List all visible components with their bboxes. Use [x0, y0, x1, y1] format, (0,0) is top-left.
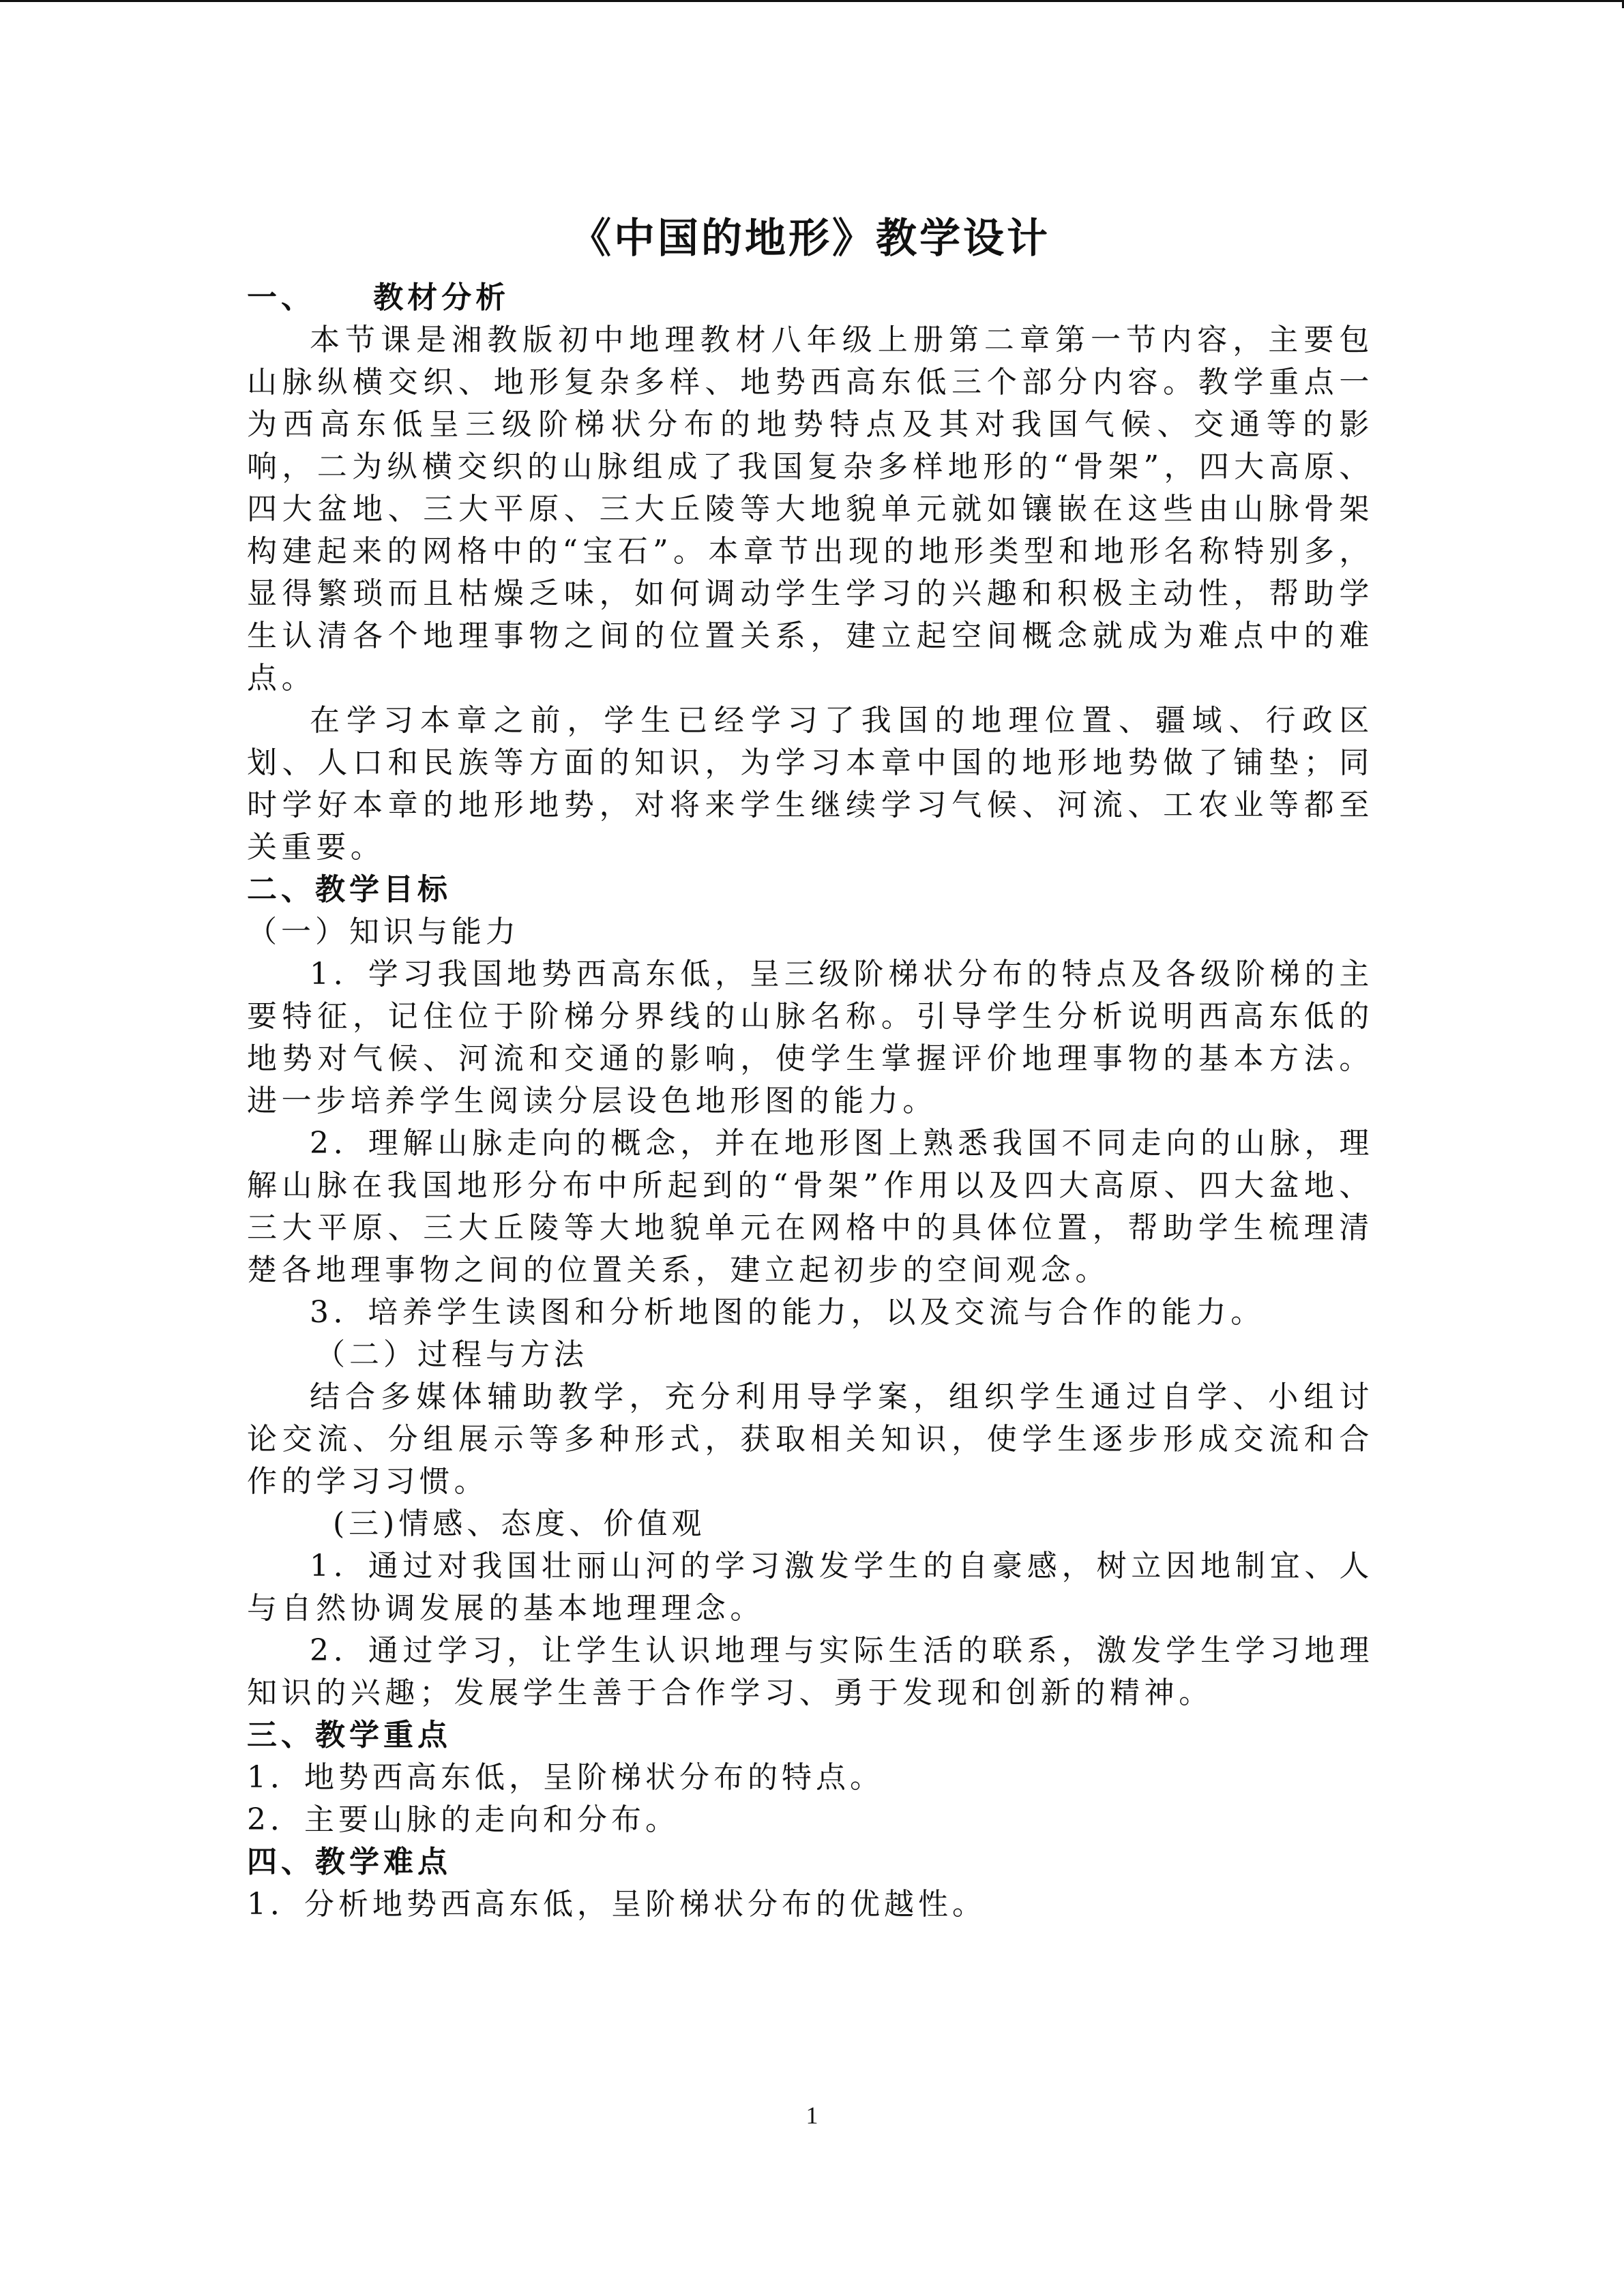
section-heading-teaching-goals: 二、教学目标 — [247, 872, 452, 907]
subheading-knowledge-ability: （一）知识与能力 — [247, 914, 520, 949]
page-top-border — [0, 0, 1624, 2]
paragraph-textbook-analysis-1: 本节课是湘教版初中地理教材八年级上册第二章第一节内容，主要包山脉纵横交织、地形复杂多样、地势西高东低三个部分内容。教学重点一为西高东低呈三级阶梯状分布的地势特点及其对我国气候、交通等的影响，二为纵横交织的山脉组成了我国复杂多样地形的“骨架”，四大高原、四大盆地、三大平原、三大丘陵等大地貌单元就如镶嵌在这些由山脉骨架构建起来的网格中的“宝石”。本章节出现的地形类型和地形名称特别多，显得繁琐而且枯燥乏味，如何调动学生学习的兴趣和积极主动性，帮助学生认清各个地理事物之间的位置关系，建立起空间概念就成为难点中的难点。 — [247, 323, 1374, 696]
key-point-2: 2．主要山脉的走向和分布。 — [247, 1802, 679, 1837]
paragraph-textbook-analysis-2: 在学习本章之前，学生已经学习了我国的地理位置、疆域、行政区划、人口和民族等方面的知识，为学习本章中国的地形地势做了铺垫；同时学好本章的地形地势，对将来学生继续学习气候、河流、工农业等都至关重要。 — [247, 703, 1374, 865]
paragraph-emotion-1: 1．通过对我国壮丽山河的学习激发学生的自豪感，树立因地制宜、人与自然协调发展的基本地理理念。 — [247, 1549, 1374, 1626]
paragraph-emotion-2: 2．通过学习，让学生认识地理与实际生活的联系，激发学生学习地理知识的兴趣；发展学生善于合作学习、勇于发现和创新的精神。 — [247, 1633, 1374, 1710]
key-point-1: 1．地势西高东低，呈阶梯状分布的特点。 — [247, 1760, 884, 1795]
section-heading-difficulties: 四、教学难点 — [247, 1845, 452, 1879]
section-heading-key-points: 三、教学重点 — [247, 1718, 452, 1753]
section-heading-textbook-analysis: 一、 教材分析 — [247, 280, 510, 315]
document-body — [247, 205, 1374, 1926]
paragraph-goal-1: 1．学习我国地势西高东低，呈三级阶梯状分布的特点及各级阶梯的主要特征，记住位于阶梯分界线的山脉名称。引导学生分析说明西高东低的地势对气候、河流和交通的影响，使学生掌握评价地理事物的基本方法。进一步培养学生阅读分层设色地形图的能力。 — [247, 957, 1374, 1118]
difficulty-1: 1．分析地势西高东低，呈阶梯状分布的优越性。 — [247, 1887, 986, 1922]
document-title: 《中国的地形》教学设计 — [570, 215, 1050, 263]
paragraph-process-method: 结合多媒体辅助教学，充分利用导学案，组织学生通过自学、小组讨论交流、分组展示等多种形式，获取相关知识，使学生逐步形成交流和合作的学习习惯。 — [247, 1380, 1374, 1499]
subheading-emotion-values: (三)情感、态度、价值观 — [333, 1506, 706, 1541]
subheading-process-method: （二）过程与方法 — [315, 1337, 588, 1372]
paragraph-goal-2: 2．理解山脉走向的概念，并在地形图上熟悉我国不同走向的山脉，理解山脉在我国地形分布中所起到的“骨架”作用以及四大高原、四大盆地、三大平原、三大丘陵等大地貌单元在网格中的具体位置，帮助学生梳理清楚各地理事物之间的位置关系，建立起初步的空间观念。 — [247, 1126, 1374, 1287]
paragraph-goal-3: 3．培养学生读图和分析地图的能力，以及交流与合作的能力。 — [310, 1295, 1265, 1330]
page-number: 1 — [806, 2102, 818, 2129]
